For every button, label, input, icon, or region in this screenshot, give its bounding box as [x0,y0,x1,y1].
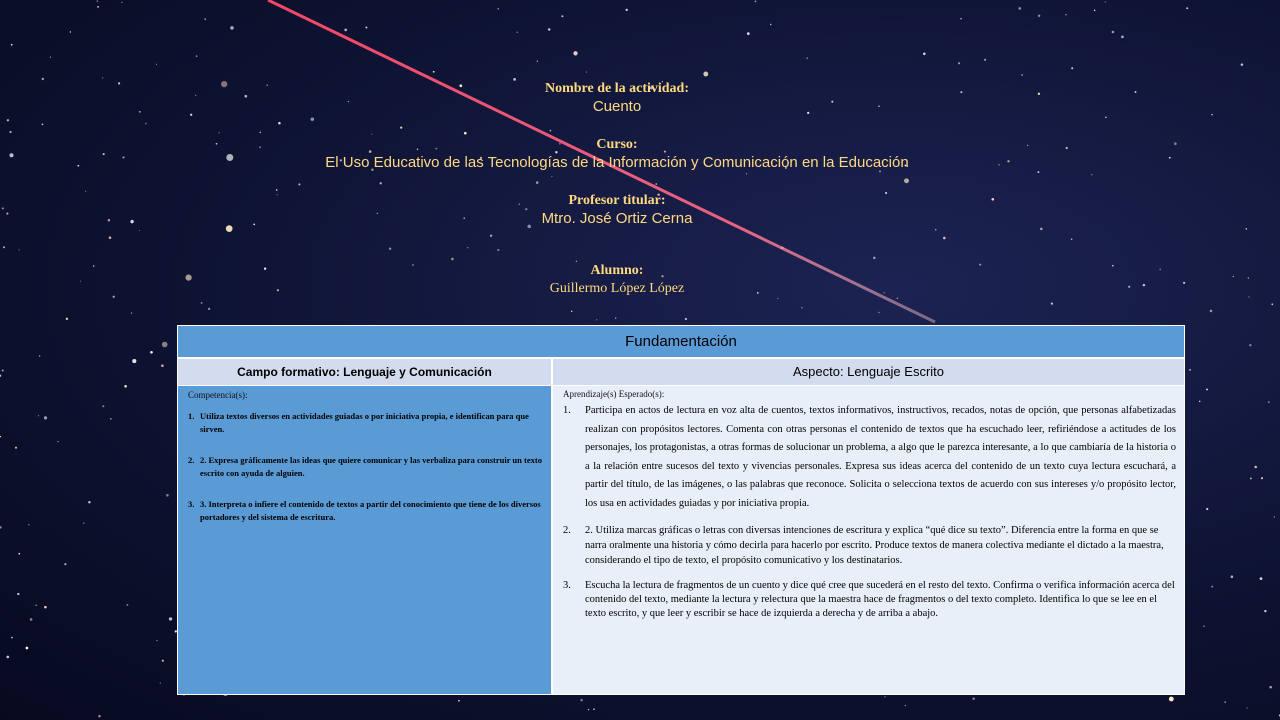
star [1224,701,1226,703]
star [11,637,13,639]
star [1210,310,1213,313]
student-label: Alumno: [590,263,644,278]
star [801,307,802,308]
competencias-list [188,410,543,524]
star [161,364,164,367]
star [70,31,71,32]
star [580,699,583,702]
star [1274,516,1275,517]
star [38,415,39,416]
star [571,311,572,312]
star [35,605,37,607]
professor-value: Mtro. José Ortiz Cerna [541,210,693,227]
fundamentacion-table [177,325,1185,695]
star [124,385,127,388]
star [132,359,136,363]
star [770,24,771,25]
star [0,375,1,377]
star [626,9,628,11]
star [1268,401,1270,403]
star [169,617,172,620]
star [162,342,168,348]
star [102,77,103,78]
star [878,312,879,313]
course-value: El Uso Educativo de las Tecnologías de la Información y Comunicación en la Educación [325,154,909,171]
star [26,647,29,650]
star [50,57,51,58]
star [755,1,757,3]
star [150,351,153,354]
professor-label: Profesor titular: [568,193,666,208]
star [1261,477,1263,479]
star [196,55,198,57]
star [97,0,98,1]
star [39,355,41,357]
star [131,312,132,313]
star [806,57,808,59]
star [1250,477,1252,479]
star [162,660,164,662]
star [884,696,885,697]
star [1206,388,1208,390]
star [497,8,499,10]
star [64,563,66,565]
star [573,51,577,55]
star [433,71,435,73]
aprendizajes-cell [553,386,1184,694]
star [548,28,550,30]
star [1065,14,1066,15]
star [1203,625,1204,626]
star [204,18,206,20]
aprendizajes-label: Aprendizaje(s) Esperado(s): [563,389,665,399]
list-item: 2. 2. Utiliza marcas gráficas o letras con diversas intenciones de escritura y explica “qué dice su texto”. Diferencia entre la forma en que se narra oralmente una historia y cómo decirla para hacerlo por escrito. Produce textos de manera colectiva mediante el dictado a la maestra, considerando el tipo de texto, el propósito comunicativo y los destinatarios. [563,525,1164,566]
star [83,522,84,523]
star [960,18,962,20]
star [1186,7,1188,9]
star [1018,7,1021,10]
star [1249,344,1251,346]
star [97,6,99,8]
table-title: Fundamentación [178,326,1184,359]
star [1021,74,1022,75]
star [126,604,128,606]
star [66,318,68,320]
star [160,682,161,683]
star [365,27,367,29]
star [1199,401,1201,403]
star [201,302,203,304]
star [98,715,100,717]
star [593,708,595,710]
star [230,26,234,30]
star [110,418,112,420]
star [1254,466,1257,469]
list-item: 3. Escucha la lectura de fragmentos de un cuento y dice qué cree que sucederá en el resto del texto. Confirma o verifica información acerca del contenido del texto, mediante la lectura y relectura que la maestra hace de fragmentos o del texto completo. Identifica lo que se lee en el texto escrito, y que leer y escribir se hace de izquierda a derecha y de arriba a abajo. [563,580,1175,619]
star [102,405,104,407]
star [1169,697,1174,702]
star [1211,586,1213,588]
competencias-label: Competencia(s): [188,390,248,400]
star [1112,31,1115,34]
activity-value: Cuento [592,98,642,115]
star [28,524,29,525]
star [166,494,169,497]
star [344,29,347,32]
star [15,447,17,449]
star [1241,63,1244,66]
list-item: 1. Participa en actos de lectura en voz alta de cuentos, textos informativos, instructivos, recados, notas de opción, que personas alfabetizadas realizan con propósitos lectores. Comenta con otras personas el contenido de textos que ha escuchado leer, refiriéndose a actitudes de los personajes, los protagonistas, a otras formas de solucionar un problema, a algo que le parezca interesante, a lo que cambiaría de la historia o a la relación entre sucesos del texto y vivencias personales. Expresa sus ideas acerca del contenido de un texto cuya lectura escuchará, a partir del título, de las imágenes, o las palabras que reconoce. Solicita o selecciona textos de acuerdo con sus intereses y/o propósito lector, los usa en actividades guiadas y por iniciativa propia. [563,405,1176,509]
competencias-cell [178,386,553,694]
star [1105,1,1106,2]
star [777,298,778,299]
star [58,441,59,442]
star [517,32,518,33]
star [1269,686,1272,689]
star [561,15,563,17]
star [1051,302,1053,304]
star [586,72,587,73]
campo-formativo: Campo formativo: Lenguaje y Comunicación [178,359,553,385]
list-item: 1. Utiliza textos diversos en actividades guiadas o por iniciativa propia, e identifican para que sirven. [188,411,529,434]
course-label: Curso: [596,137,638,152]
star [1247,707,1248,708]
star [984,59,986,61]
table-subheader [178,359,1184,386]
star [17,593,19,595]
star [1246,228,1248,230]
star [156,64,157,65]
star [615,317,616,318]
star [18,553,20,555]
list-item: 3. 3. Interpreta o infiere el contenido de textos a partir del conocimiento que tiene de los diversos portadores y del sistema de escritura. [188,499,541,522]
star [1260,577,1263,580]
student-value: Guillermo López López [549,281,685,296]
star [958,62,960,64]
star [1231,575,1234,578]
star [1206,508,1208,510]
star [1248,296,1249,297]
star [44,416,47,419]
table-body [178,386,1184,694]
activity-header [0,80,1234,298]
star [1271,303,1273,305]
star [1264,610,1266,612]
star [588,709,589,710]
star [2,370,4,372]
star [1038,15,1040,17]
star [1121,36,1124,39]
star [596,319,597,320]
star [1071,67,1073,69]
list-item: 2. 2. Expresa gráficamente las ideas que quiere comunicar y las verbaliza para construir un texto escrito con ayuda de alguien. [188,455,542,478]
star [6,656,9,659]
star [208,308,210,310]
star [11,44,13,46]
star [121,2,122,3]
activity-label: Nombre de la actividad: [544,81,689,96]
star [923,52,926,55]
star [685,318,687,320]
star [30,618,33,621]
star [1248,277,1249,278]
aprendizajes-list [563,402,1176,621]
star [0,526,2,528]
star [44,606,47,609]
star [156,640,157,641]
star [747,32,750,35]
star [972,697,974,699]
star [88,501,90,503]
star [1094,9,1096,11]
star [537,61,538,62]
star [0,436,1,437]
star [1189,369,1191,371]
star [703,72,708,77]
star [905,705,906,706]
aspecto: Aspecto: Lenguaje Escrito [553,359,1184,385]
star [458,700,460,702]
